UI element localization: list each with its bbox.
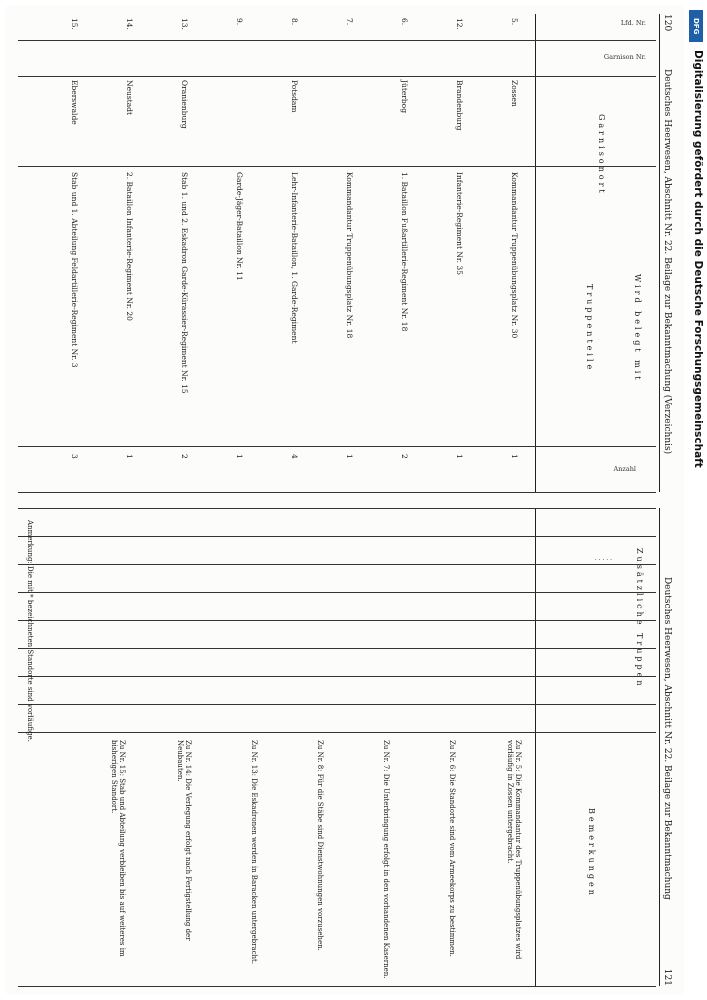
- row-anzahl: 1: [510, 454, 519, 459]
- row-garnisonort: Eberswalde: [70, 80, 79, 125]
- col-bemerkungen: Bemerkungen: [587, 808, 596, 898]
- document-page: [6, 6, 684, 994]
- left-running-head-text: Deutsches Heerwesen, Abschnitt Nr. 22. Beilage zur Bekanntmachung (Verzeichnis): [662, 69, 673, 455]
- table-row: [142, 14, 192, 492]
- rotated-table: [6, 6, 684, 994]
- row-number: 13.: [180, 18, 189, 30]
- col-kreis: Garnison Nr.: [603, 53, 646, 61]
- col-zusatz: Zusätzliche Truppen: [635, 548, 644, 689]
- row-number: 15.: [70, 18, 79, 30]
- table-row: [472, 14, 522, 492]
- remark-text: Zu Nr. 5: Die Kommandantur des Truppenübungsplatzes wird vorläufig in Zossen untergebracht.: [505, 740, 522, 960]
- row-truppenteil: Lehr-Infanterie-Bataillon, 1. Garde-Regiment: [290, 172, 299, 344]
- row-anzahl: 1: [125, 454, 134, 459]
- left-column-header: [535, 14, 656, 492]
- remark-text: Zu Nr. 13: Die Eskadronen werden in Baracken untergebracht.: [250, 740, 258, 965]
- row-number: 9.: [235, 18, 244, 26]
- row-truppenteil: Stab und 1. Abteilung Feldartillerie-Regiment Nr. 3: [70, 172, 79, 368]
- col-caption: Wird belegt mit: [633, 274, 642, 383]
- right-running-head: [659, 508, 674, 986]
- table-row: [417, 14, 467, 492]
- row-number: 14.: [125, 18, 134, 30]
- row-truppenteil: Kommandantur Truppenübungsplatz Nr. 18: [345, 172, 354, 339]
- dfg-watermark-text: Digitalisierung gefördert durch die Deutsche Forschungsgemeinschaft: [692, 50, 704, 468]
- row-number: 6.: [400, 18, 409, 26]
- remark-text: Zu Nr. 14: Die Verlegung erfolgt nach Fertigstellung der Neubauten.: [175, 740, 192, 941]
- right-column-header: Zusätzliche Truppen Bemerkungen · · · · ·: [535, 508, 656, 986]
- row-anzahl: 1: [455, 454, 464, 459]
- remark-text: Zu Nr. 6: Die Standorte sind vom Armeekorps zu bestimmen.: [448, 740, 456, 957]
- row-anzahl: 2: [400, 454, 409, 459]
- table-row: [307, 14, 357, 492]
- footnote: Anmerkung: Die mit * bezeichneten Standorte sind vorläufige.: [26, 520, 34, 742]
- col-truppenteile: Truppenteile: [585, 284, 594, 373]
- remark-text: Zu Nr. 15: Stab und Abteilung verbleiben bis auf weiteres im bisherigen Standort.: [109, 740, 126, 957]
- row-garnisonort: Jüterbog: [400, 80, 409, 113]
- col-lfd: Lfd. Nr.: [620, 19, 646, 27]
- row-anzahl: 3: [70, 454, 79, 459]
- row-anzahl: 1: [345, 454, 354, 459]
- row-truppenteil: Stab 1. und 2. Eskadron Garde-Kürassier-Regiment Nr. 15: [180, 172, 189, 394]
- row-number: 7.: [345, 18, 354, 26]
- left-page: [6, 6, 684, 500]
- left-page-number: 120: [662, 14, 673, 32]
- right-page-number: 121: [662, 968, 673, 986]
- table-row: [362, 14, 412, 492]
- right-page: [6, 500, 684, 994]
- table-row: [197, 14, 247, 492]
- row-number: 12.: [455, 18, 464, 30]
- right-running-head-text: Deutsches Heerwesen, Abschnitt Nr. 22. Beilage zur Bekanntmachung: [662, 576, 673, 900]
- table-row: [87, 14, 137, 492]
- remark-text: Zu Nr. 7: Die Unterbringung erfolgt in den vorhandenen Kasernen.: [382, 740, 390, 979]
- row-number: 5.: [510, 18, 519, 26]
- dfg-logo: DFG: [689, 10, 703, 42]
- row-garnisonort: Brandenburg: [455, 80, 464, 131]
- row-garnisonort: Zossen: [510, 80, 519, 107]
- row-garnisonort: Oranienburg: [180, 80, 189, 129]
- row-anzahl: 1: [235, 454, 244, 459]
- col-anzahl: Anzahl: [613, 465, 636, 473]
- table-row: [32, 14, 82, 492]
- left-running-head: [659, 14, 674, 492]
- row-truppenteil: Infanterie-Regiment Nr. 35: [455, 172, 464, 275]
- row-truppenteil: Garde-Jäger-Bataillon Nr. 11: [235, 172, 244, 281]
- remark-text: Zu Nr. 8: Für die Stäbe sind Dienstwohnungen vorzusehen.: [316, 740, 324, 951]
- row-anzahl: 4: [290, 454, 299, 459]
- row-number: 8.: [290, 18, 299, 26]
- row-truppenteil: Kommandantur Truppenübungsplatz Nr. 30: [510, 172, 519, 339]
- row-truppenteil: 1. Bataillon Fußartillerie-Regiment Nr. 18: [400, 172, 409, 332]
- table-row: [252, 14, 302, 492]
- row-anzahl: 2: [180, 454, 189, 459]
- col-ort: Garnisonort: [597, 114, 606, 196]
- row-truppenteil: 2. Bataillon Infanterie-Regiment Nr. 20: [125, 172, 134, 321]
- row-garnisonort: Neustadt: [125, 80, 134, 115]
- dfg-watermark: [686, 6, 706, 994]
- row-garnisonort: Potsdam: [290, 80, 299, 113]
